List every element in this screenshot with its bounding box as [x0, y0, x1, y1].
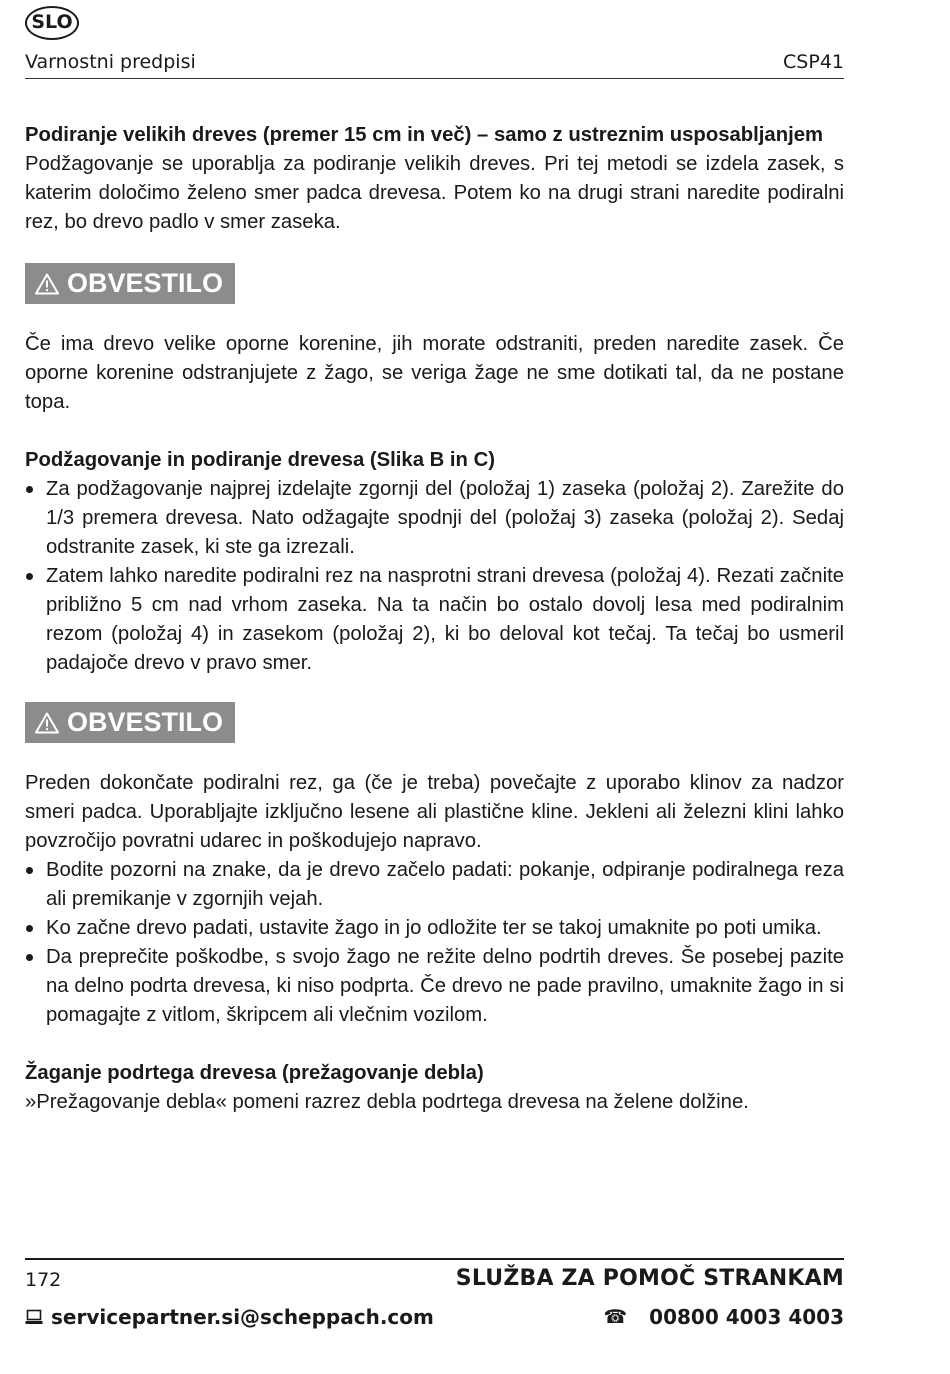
email-address[interactable]: servicepartner.si@scheppach.com	[51, 1305, 434, 1329]
section-title: Varnostni predpisi	[25, 51, 196, 73]
paragraph-undercut-intro: Podžagovanje se uporablja za podiranje velikih dreves. Pri tej metodi se izdela zasek, s katerim določimo želeno smer padca drevesa. Potem ko na drugi strani naredite podiralni rez, bo drevo padlo v smer zaseka.	[25, 153, 844, 233]
list-item: Da preprečite poškodbe, s svojo žago ne režite delno podrtih dreves. Še posebej pazite na delno podrta drevesa, ki niso podprta. Če drevo ne pade pravilno, umaknite žago in si pomagajte z vitlom, škripcem ali vlečnim vozilom.	[25, 943, 844, 1030]
service-email	[25, 1303, 434, 1331]
notice-label: OBVESTILO	[67, 268, 224, 298]
heading-bucking: Žaganje podrtega drevesa (prežagovanje debla)	[25, 1062, 484, 1084]
heading-felling-large-trees: Podiranje velikih dreves (premer 15 cm in več) – samo z ustreznim usposabljanjem	[25, 124, 824, 146]
computer-icon	[25, 1309, 43, 1325]
warning-triangle-icon	[35, 273, 59, 295]
felling-safety-list	[25, 856, 844, 1030]
main-content	[25, 121, 844, 1117]
list-item: Za podžagovanje najprej izdelajte zgornji del (položaj 1) zaseka (položaj 2). Zarežite do 1/3 premera drevesa. Nato odžagajte spodnji del (položaj 3) zaseka (položaj 2). Sedaj odstranite zasek, ki ste ga izrezali.	[25, 475, 844, 562]
paragraph-buttress-roots: Če ima drevo velike oporne korenine, jih morate odstraniti, preden naredite zasek. Če oporne korenine odstranjujete z žago, se veriga žage ne sme dotikati tal, da ne postane topa.	[25, 333, 844, 413]
warning-triangle-icon	[35, 712, 59, 734]
header-divider	[25, 78, 844, 79]
list-item: Bodite pozorni na znake, da je drevo začelo padati: pokanje, odpiranje podiralnega reza ali premikanje v zgornjih vejah.	[25, 856, 844, 914]
service-phone	[603, 1303, 844, 1331]
undercut-steps-list	[25, 475, 844, 678]
list-item: Ko začne drevo padati, ustavite žago in jo odložite ter se takoj umaknite po poti umika.	[25, 914, 844, 943]
telephone-icon: ☎	[603, 1306, 628, 1328]
paragraph-wedges: Preden dokončate podiralni rez, ga (če je treba) povečajte z uporabo klinov za nadzor smeri padca. Uporabljajte izključno lesene ali plastične kline. Jekleni ali železni klini lahko povzročijo povratni udarec in poškodujejo napravo.	[25, 772, 844, 852]
notice-box	[25, 263, 235, 304]
model-number: CSP41	[783, 51, 844, 73]
customer-service-title: SLUŽBA ZA POMOČ STRANKAM	[455, 1266, 844, 1291]
footer-divider	[25, 1258, 844, 1260]
language-badge: SLO	[25, 6, 79, 40]
phone-number[interactable]: 00800 4003 4003	[649, 1305, 844, 1329]
notice-label: OBVESTILO	[67, 707, 224, 737]
page-number: 172	[25, 1269, 62, 1291]
notice-box	[25, 702, 235, 743]
paragraph-bucking: »Prežagovanje debla« pomeni razrez debla podrtega drevesa na želene dolžine.	[25, 1091, 749, 1113]
heading-undercut-felling: Podžagovanje in podiranje drevesa (Slika B in C)	[25, 449, 495, 471]
list-item: Zatem lahko naredite podiralni rez na nasprotni strani drevesa (položaj 4). Rezati začnite približno 5 cm nad vrhom zaseka. Na ta način bo ostalo dovolj lesa med podiralnim rezom (položaj 4) in zasekom (položaj 2), ki bo deloval kot tečaj. Ta tečaj bo usmeril padajoče drevo v pravo smer.	[25, 562, 844, 678]
